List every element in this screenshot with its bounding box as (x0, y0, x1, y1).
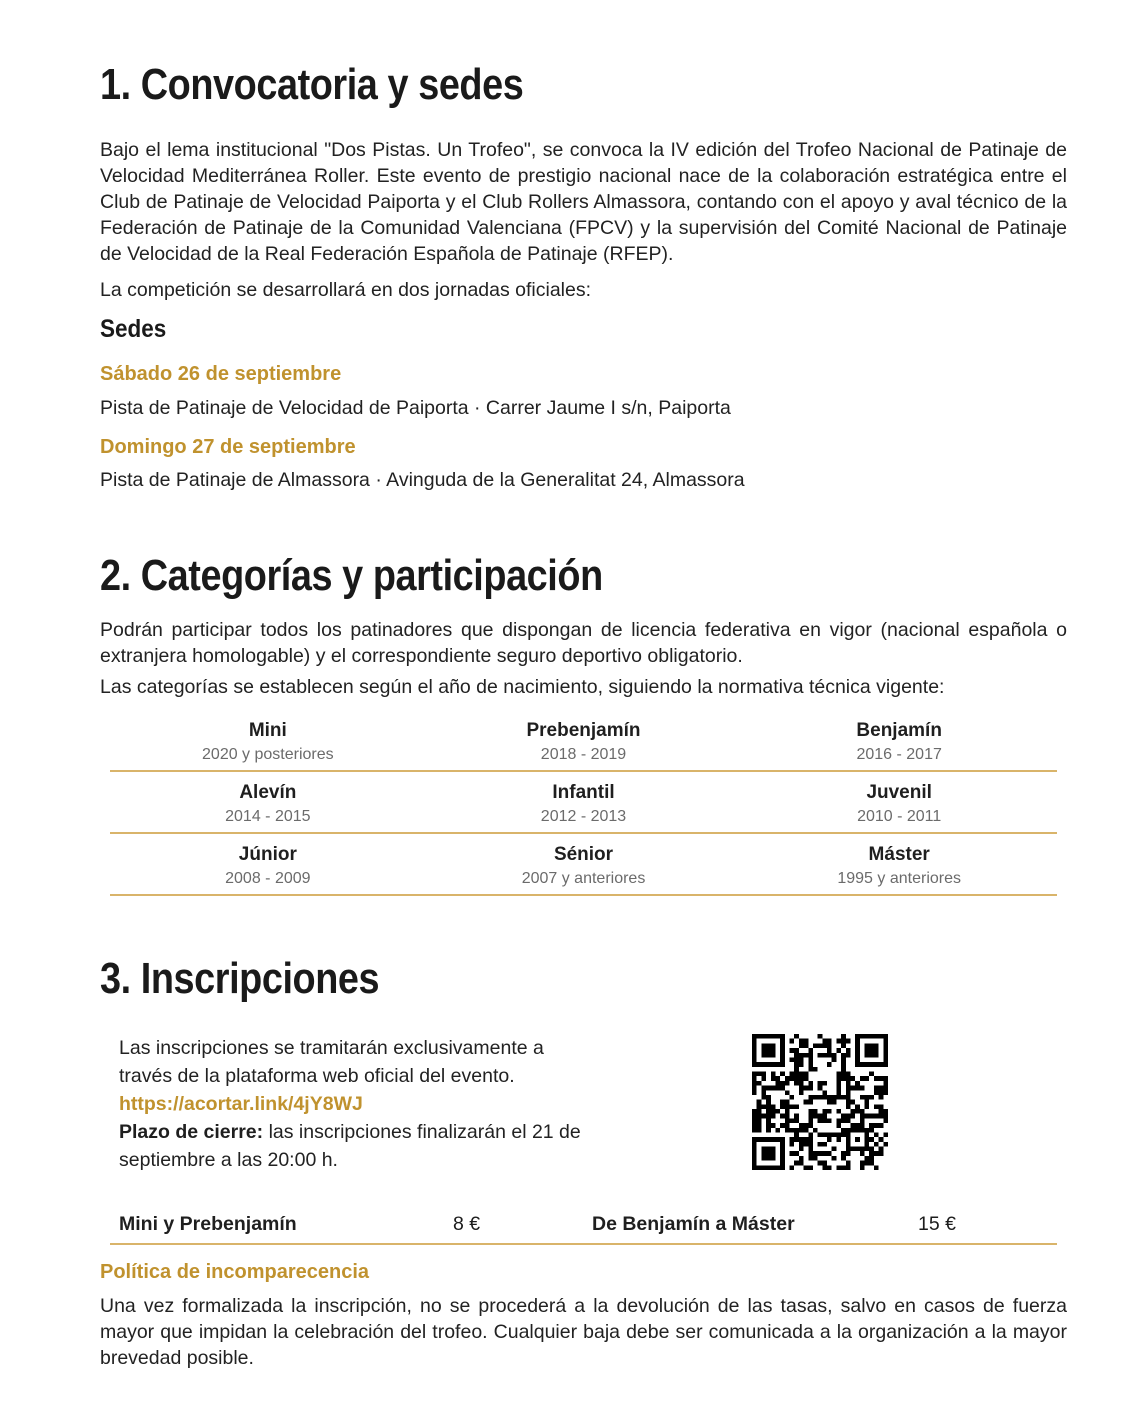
category-years: 2016 - 2017 (856, 746, 942, 763)
fees-table (110, 1205, 1057, 1245)
day-2-heading: Domingo 27 de septiembre (100, 436, 356, 458)
categories-row (110, 834, 1057, 896)
category-name: Juvenil (866, 782, 932, 803)
inscriptions-text (119, 1034, 589, 1174)
category-cell (741, 834, 1057, 894)
category-cell (741, 772, 1057, 832)
qr-code-icon[interactable] (752, 1034, 888, 1170)
category-cell (426, 772, 742, 832)
fee-1-value: 8 € (453, 1213, 481, 1235)
category-years: 2020 y posteriores (202, 746, 334, 763)
category-name: Alevín (239, 782, 297, 803)
categories-table (110, 710, 1057, 896)
category-name: Benjamín (856, 720, 942, 741)
category-name: Máster (868, 844, 930, 865)
fee-1-label: Mini y Prebenjamín (119, 1213, 297, 1235)
category-cell (110, 834, 426, 894)
section-2-title: 2. Categorías y participación (100, 551, 603, 600)
category-years: 1995 y anteriores (837, 870, 961, 887)
venue-2: Pista de Patinaje de Almassora · Avinguda de la Generalitat 24, Almassora (100, 469, 745, 491)
policy-heading: Política de incomparecencia (100, 1261, 369, 1283)
categories-row (110, 710, 1057, 772)
category-cell (741, 710, 1057, 770)
categories-row (110, 772, 1057, 834)
section-3-title: 3. Inscripciones (100, 954, 380, 1003)
category-name: Infantil (552, 782, 615, 803)
deadline-label: Plazo de cierre: (119, 1121, 264, 1143)
category-cell (110, 710, 426, 770)
category-cell (426, 710, 742, 770)
section-1-intro: Bajo el lema institucional "Dos Pistas. Un Trofeo", se convoca la IV edición del Trofeo Nacional de Patinaje de Velocidad Mediterránea Roller. Este evento de prestigio nacional nace de la colaboración estratégica entre el Club de Patinaje de Velocidad Paiporta y el Club Rollers Almassora, contando con el apoyo y aval técnico de la Federación de Patinaje de la Comunidad Valenciana (FPCV) y la supervisión del Comité Nacional de Patinaje de Velocidad de la Real Federación Española de Patinaje (RFEP). (100, 139, 1067, 265)
registration-link[interactable]: https://acortar.link/4jY8WJ (119, 1093, 363, 1115)
category-cell (426, 834, 742, 894)
sedes-heading: Sedes (100, 315, 167, 343)
inscriptions-description: Las inscripciones se tramitarán exclusivamente a través de la plataforma web oficial del evento. (119, 1037, 544, 1087)
policy-text: Una vez formalizada la inscripción, no se procederá a la devolución de las tasas, salvo en casos de fuerza mayor que impidan la celebración del trofeo. Cualquier baja debe ser comunicada a la organización a la mayor brevedad posible. (100, 1295, 1067, 1369)
section-1-lead: La competición se desarrollará en dos jornadas oficiales: (100, 279, 592, 301)
category-years: 2010 - 2011 (857, 808, 942, 825)
category-name: Júnior (238, 844, 297, 865)
category-years: 2014 - 2015 (225, 808, 311, 825)
section-2-p1: Podrán participar todos los patinadores que dispongan de licencia federativa en vigor (nacional española o extranjera homologable) y el correspondiente seguro deportivo obligatorio. (100, 619, 1067, 667)
section-1-title: 1. Convocatoria y sedes (100, 60, 524, 109)
section-2-p2: Las categorías se establecen según el año de nacimiento, siguiendo la normativa técnica vigente: (100, 676, 945, 698)
category-years: 2018 - 2019 (540, 746, 627, 763)
venue-1: Pista de Patinaje de Velocidad de Paiporta · Carrer Jaume I s/n, Paiporta (100, 397, 731, 419)
category-years: 2008 - 2009 (225, 870, 311, 887)
category-years: 2012 - 2013 (540, 808, 627, 825)
category-name: Sénior (553, 844, 614, 865)
fee-2-label: De Benjamín a Máster (592, 1213, 795, 1235)
fee-2-value: 15 € (918, 1213, 956, 1235)
category-cell (110, 772, 426, 832)
deadline-text: las inscripciones finalizarán el 21 de septiembre a las 20:00 h. (119, 1121, 581, 1171)
category-name: Mini (248, 720, 287, 741)
category-name: Prebenjamín (526, 720, 641, 741)
category-years: 2007 y anteriores (521, 870, 646, 887)
day-1-heading: Sábado 26 de septiembre (100, 363, 342, 385)
